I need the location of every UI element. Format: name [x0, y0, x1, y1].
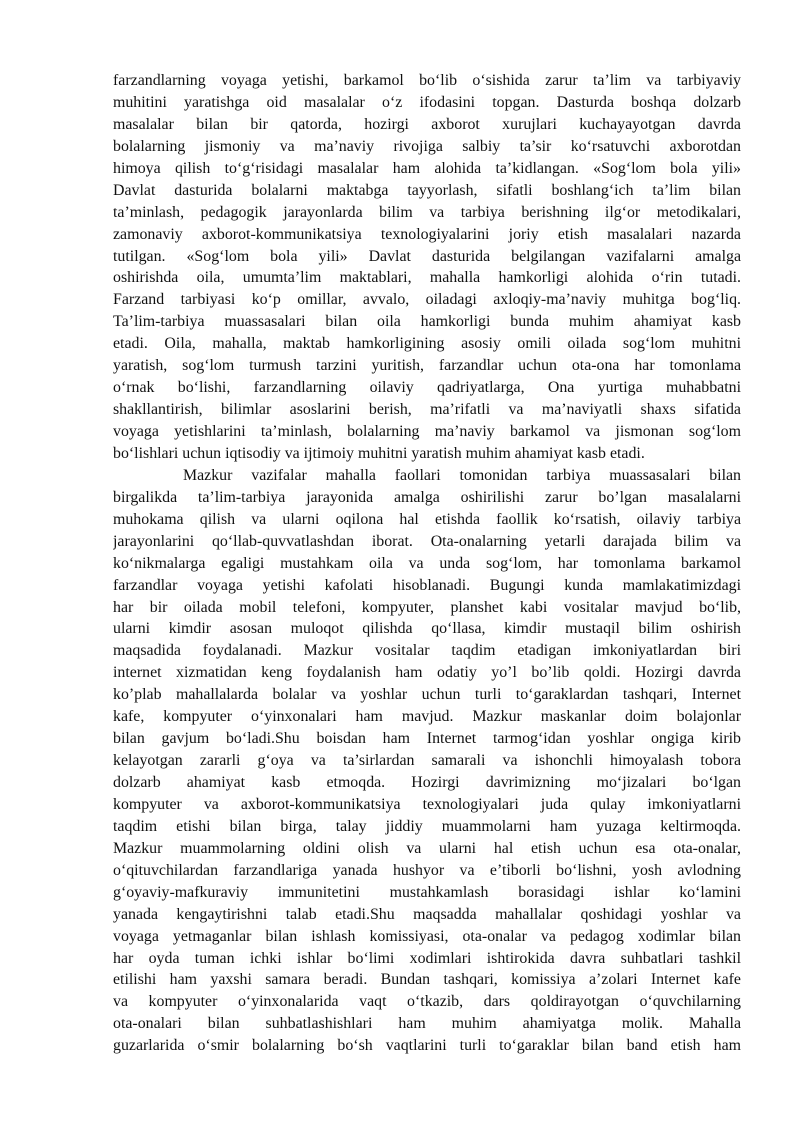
text-line: kompyuter va axborot-kommunikatsiya texnologiyalari juda qulay imkoniyatlarni	[113, 795, 741, 813]
text-line: Farzand tarbiyasi ko‘p omillar, avvalo, oiladagi axloqiy-ma’naviy muhitga bog‘liq.	[113, 291, 741, 309]
text-line: o‘qituvchilardan farzandlariga yanada hushyor va e’tiborli bo‘lishni, yosh avlodning	[113, 861, 741, 879]
text-line: har bir oilada mobil telefoni, kompyuter, planshet kabi vositalar mavjud bo‘lib,	[113, 598, 741, 616]
paragraph	[113, 465, 741, 1057]
text-line: ularni kimdir asosan muloqot qilishda qo‘llasa, kimdir mustaqil bilim oshirish	[113, 620, 741, 638]
text-line: masalalar bilan bir qatorda, hozirgi axborot xurujlari kuchayayotgan davrda	[113, 115, 741, 133]
text-line: va kompyuter o‘yinxonalarida vaqt o‘tkazib, dars qoldirayotgan o‘quvchilarning	[113, 993, 741, 1011]
text-line: bolalarning jismoniy va ma’naviy rivojiga salbiy ta’sir ko‘rsatuvchi axborotdan	[113, 137, 741, 155]
text-line: voyaga yetmaganlar bilan ishlash komissiyasi, ota-onalar va pedagog xodimlar bilan	[113, 927, 741, 945]
text-line: muhitini yaratishga oid masalalar o‘z ifodasini topgan. Dasturda boshqa dolzarb	[113, 93, 741, 111]
document-page	[113, 70, 741, 1057]
text-line: Mazkur muammolarning oldini olish va ularni hal etish uchun esa ota-onalar,	[113, 839, 741, 857]
text-line: taqdim etishi bilan birga, talay jiddiy muammolarni ham yuzaga keltirmoqda.	[113, 817, 741, 835]
text-line: oshirishda oila, umumta’lim maktablari, mahalla hamkorligi alohida o‘rin tutadi.	[113, 269, 741, 287]
text-line: ko‘nikmalarga egaligi mustahkam oila va unda sog‘lom, har tomonlama barkamol	[113, 554, 741, 572]
text-line: kafe, kompyuter o‘yinxonalari ham mavjud. Mazkur maskanlar doim bolajonlar	[113, 708, 741, 726]
text-line: dolzarb ahamiyat kasb etmoqda. Hozirgi davrimizning mo‘jizalari bo‘lgan	[113, 774, 741, 791]
text-line: Davlat dasturida bolalarni maktabga tayyorlash, sifatli boshlang‘ich ta’lim bilan	[113, 181, 741, 199]
text-line: bilan gavjum bo‘ladi.Shu boisdan ham Internet tarmog‘idan yoshlar ongiga kirib	[113, 730, 741, 748]
text-line: yaratish, sog‘lom turmush tarzini yuritish, farzandlar uchun ota-ona har tomonlama	[113, 357, 741, 375]
text-line: tutilgan. «Sog‘lom bola yili» Davlat dasturida belgilangan vazifalarni amalga	[113, 247, 741, 265]
text-line: ota-onalari bilan suhbatlashishlari ham muhim ahamiyatga molik. Mahalla	[113, 1015, 741, 1033]
text-line: shakllantirish, bilimlar asoslarini berish, ma’rifatli va ma’naviyatli shaxs sifatida	[113, 401, 741, 419]
text-line: g‘oyaviy-mafkuraviy immunitetini mustahkamlash borasidagi ishlar ko‘lamini	[113, 883, 741, 901]
text-line: zamonaviy axborot-kommunikatsiya texnologiyalarini joriy etish masalalari nazarda	[113, 225, 741, 243]
paragraph	[113, 70, 741, 465]
text-line: guzarlarida o‘smir bolalarning bo‘sh vaqtlarini turli to‘garaklar bilan band etish ham	[113, 1037, 741, 1055]
text-line: himoya qilish to‘g‘risidagi masalalar ham alohida ta’kidlangan. «Sog‘lom bola yili»	[113, 159, 741, 177]
text-line: internet xizmatidan keng foydalanish ham odatiy yo’l bo’lib qoldi. Hozirgi davrda	[113, 664, 741, 682]
text-line: ta’minlash, pedagogik jarayonlarda bilim va tarbiya berishning ilg‘or metodikalari,	[113, 203, 741, 221]
text-line: yanada kengaytirishni talab etadi.Shu maqsadda mahallalar qoshidagi yoshlar va	[113, 905, 741, 923]
text-line: bo‘lishlari uchun iqtisodiy va ijtimoiy muhitni yaratish muhim ahamiyat kasb etadi.	[113, 444, 645, 462]
text-line: ko’plab mahallalarda bolalar va yoshlar uchun turli to‘garaklardan tashqari, Internet	[113, 686, 741, 704]
text-line: Ta’lim-tarbiya muassasalari bilan oila hamkorligi bunda muhim ahamiyat kasb	[113, 313, 741, 331]
text-line: o‘rnak bo‘lishi, farzandlarning oilaviy qadriyatlarga, Ona yurtiga muhabbatni	[113, 379, 741, 397]
text-line: farzandlarning voyaga yetishi, barkamol bo‘lib o‘sishida zarur ta’lim va tarbiyaviy	[113, 72, 741, 89]
text-line: maqsadida foydalanadi. Mazkur vositalar taqdim etadigan imkoniyatlardan biri	[113, 642, 741, 660]
text-line: muhokama qilish va ularni oqilona hal etishda faollik ko‘rsatish, oilaviy tarbiya	[113, 510, 741, 528]
text-line: kelayotgan zararli g‘oya va ta’sirlardan samarali va ishonchli himoyalash tobora	[113, 752, 741, 770]
text-line: Mazkur vazifalar mahalla faollari tomonidan tarbiya muassasalari bilan	[183, 466, 741, 484]
text-line: etilishi ham yaxshi samara beradi. Bundan tashqari, komissiya a’zolari Internet kafe	[113, 971, 741, 989]
text-line: voyaga yetishlarini ta’minlash, bolalarning ma’naviy barkamol va jismonan sog‘lom	[113, 423, 741, 440]
text-line: farzandlar voyaga yetishi kafolati hisoblanadi. Bugungi kunda mamlakatimizdagi	[113, 576, 741, 594]
text-line: har oyda tuman ichki ishlar bo‘limi xodimlari ishtirokida davra suhbatlari tashkil	[113, 949, 741, 967]
text-line: jarayonlarini qo‘llab-quvvatlashdan iborat. Ota-onalarning yetarli darajada bilim va	[113, 532, 741, 550]
text-line: etadi. Oila, mahalla, maktab hamkorligining asosiy omili oilada sog‘lom muhitni	[113, 335, 741, 353]
text-line: birgalikda ta’lim-tarbiya jarayonida amalga oshirilishi zarur bo’lgan masalalarni	[113, 488, 741, 506]
